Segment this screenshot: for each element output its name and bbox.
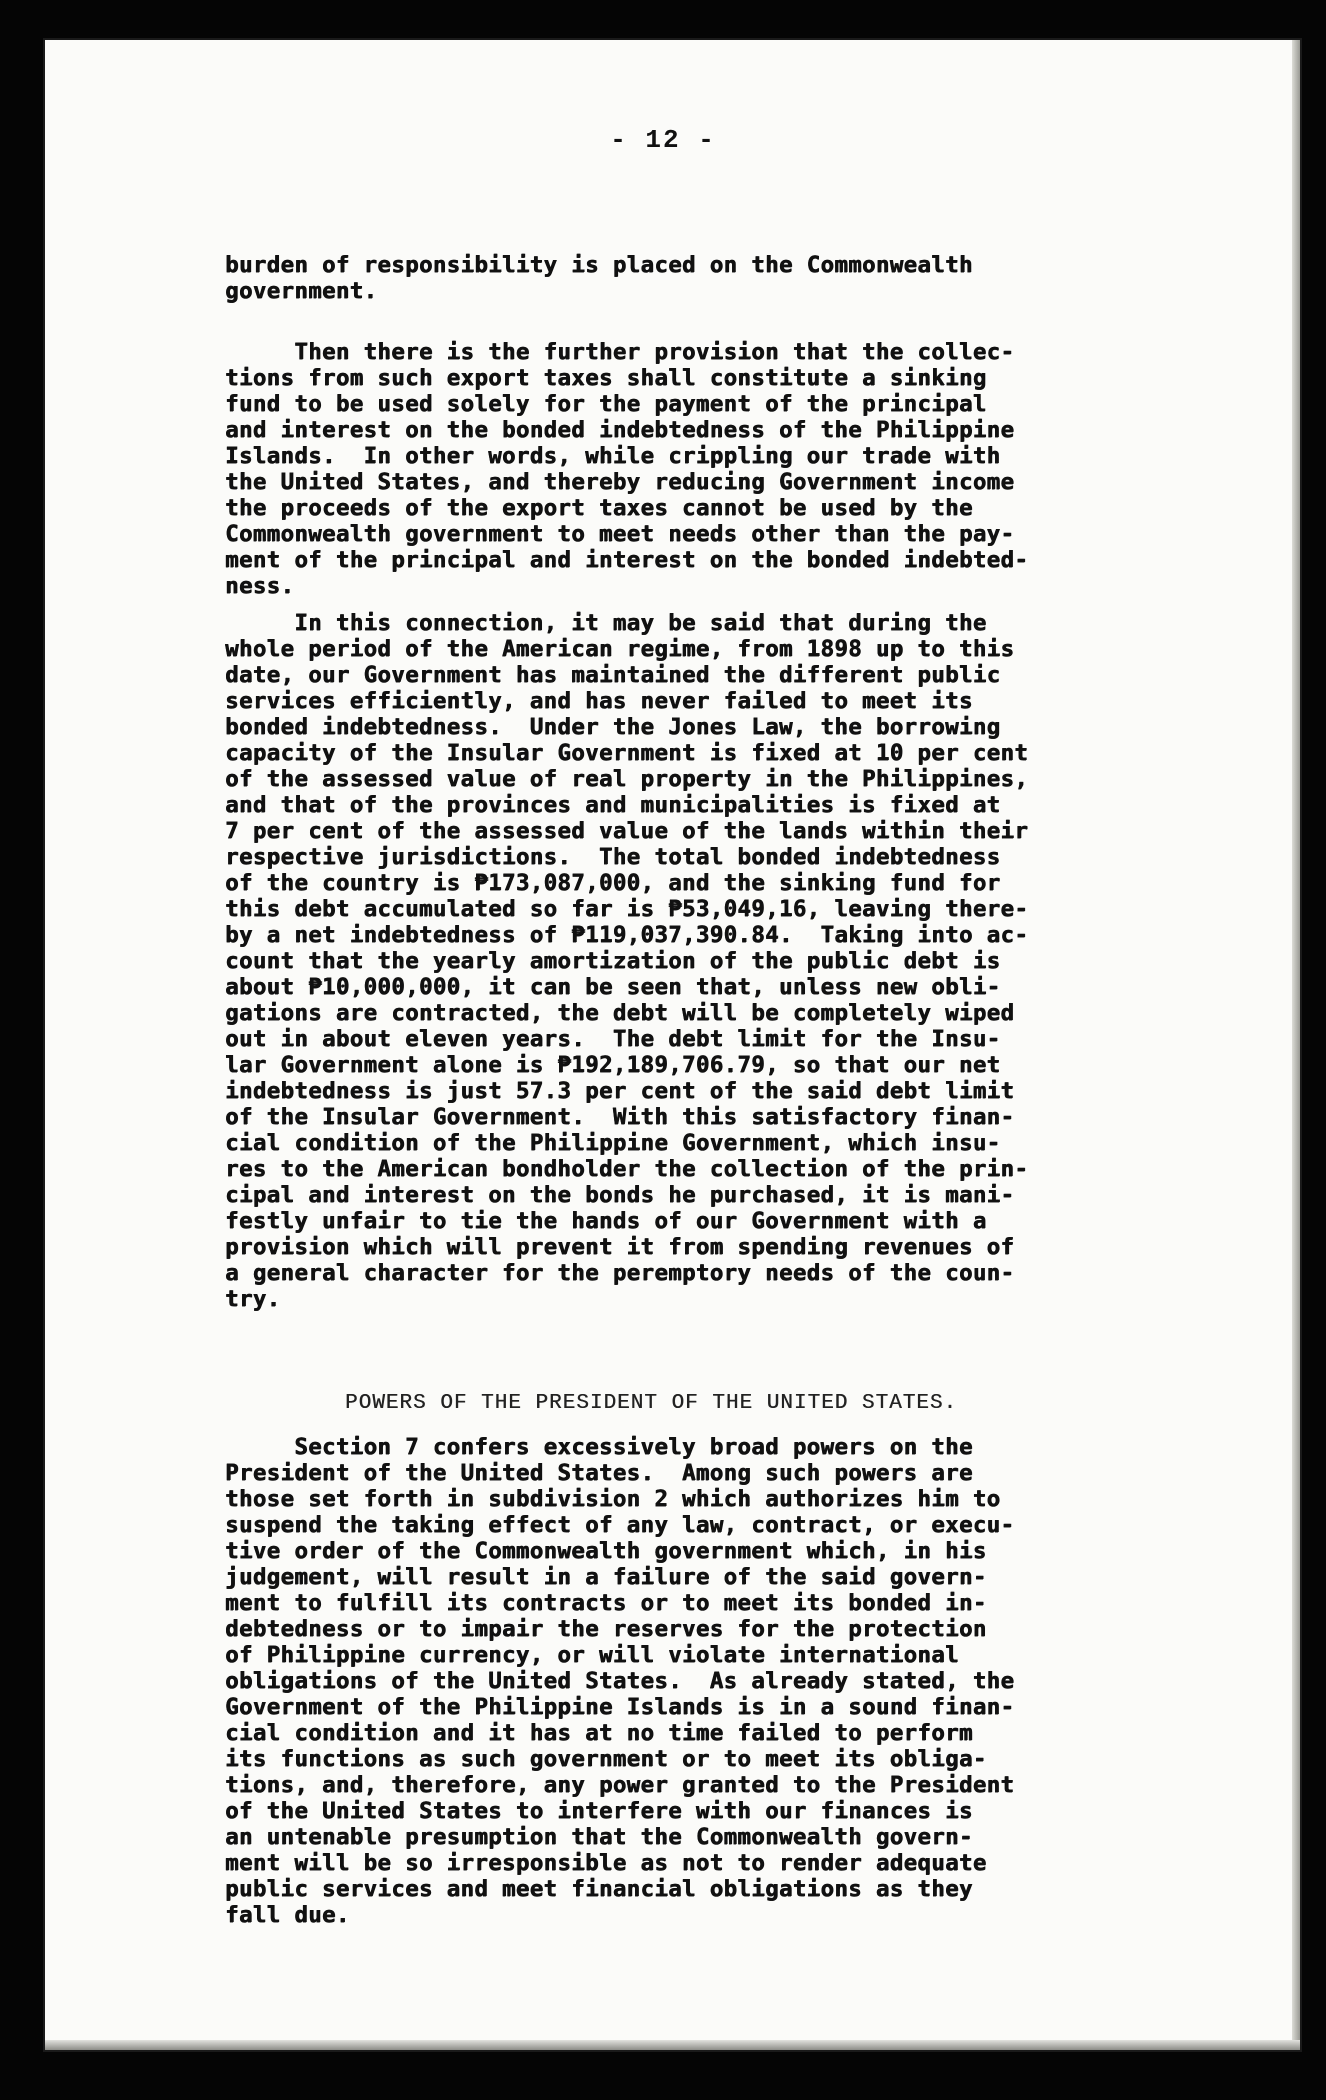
section-heading: POWERS OF THE PRESIDENT OF THE UNITED STATES.: [345, 1392, 958, 1415]
paragraph-1: burden of responsibility is placed on the Commonwealth government.: [225, 252, 973, 304]
paragraph-4: Section 7 confers excessively broad powers on the President of the United States. Among such powers are those set forth in subdivision 2 which authorizes him to suspend the taking effect of any law, contract, or execu- tive order of the Commonwealth government which, in his judgement, will result in a failure of the said govern- ment to fulfill its contracts or to meet its bonded in- debtedness or to impair the reserves for the protection of Philippine currency, or will violate international obligations of the United States. As already stated, the Government of the Philippine Islands is in a sound finan- cial condition and it has at no time failed to perform its functions as such government or to meet its obliga- tions, and, therefore, any power granted to the President of the United States to interfere with our finances is an untenable presumption that the Commonwealth govern- ment will be so irresponsible as not to render adequate public services and meet financial obligations as they fall due.: [225, 1434, 1015, 1928]
paragraph-2: Then there is the further provision that the collec- tions from such export taxes shall constitute a sinking fund to be used solely for the payment of the principal and interest on the bonded indebtedness of the Philippine Islands. In other words, while crippling our trade with the United States, and thereby reducing Government income the proceeds of the export taxes cannot be used by the Commonwealth government to meet needs other than the pay- ment of the principal and interest on the bonded indebted- ness.: [225, 339, 1029, 599]
page-bottom-edge: [45, 2040, 1300, 2050]
paragraph-3: In this connection, it may be said that during the whole period of the American regime, from 1898 up to this date, our Government has maintained the different public services efficiently, and has never failed to meet its bonded indebtedness. Under the Jones Law, the borrowing capacity of the Insular Government is fixed at 10 per cent of the assessed value of real property in the Philippines, and that of the provinces and municipalities is fixed at 7 per cent of the assessed value of the lands within their respective jurisdictions. The total bonded indebtedness of the country is ₱173,087,000, and the sinking fund for this debt accumulated so far is ₱53,049,16, leaving there- by a net indebtedness of ₱119,037,390.84. Taking into ac- count that the yearly amortization of the public debt is about ₱10,000,000, it can be seen that, unless new obli- gations are contracted, the debt will be completely wiped out in about eleven years. The debt limit for the Insu- lar Government alone is ₱192,189,706.79, so that our net indebtedness is just 57.3 per cent of the said debt limit of the Insular Government. With this satisfactory finan- cial condition of the Philippine Government, which insu- res to the American bondholder the collection of the prin- cipal and interest on the bonds he purchased, it is mani- festly unfair to tie the hands of our Government with a provision which will prevent it from spending revenues of a general character for the peremptory needs of the coun- try.: [225, 610, 1029, 1312]
page-right-edge: [1292, 40, 1300, 2050]
page-number: - 12 -: [610, 125, 716, 155]
